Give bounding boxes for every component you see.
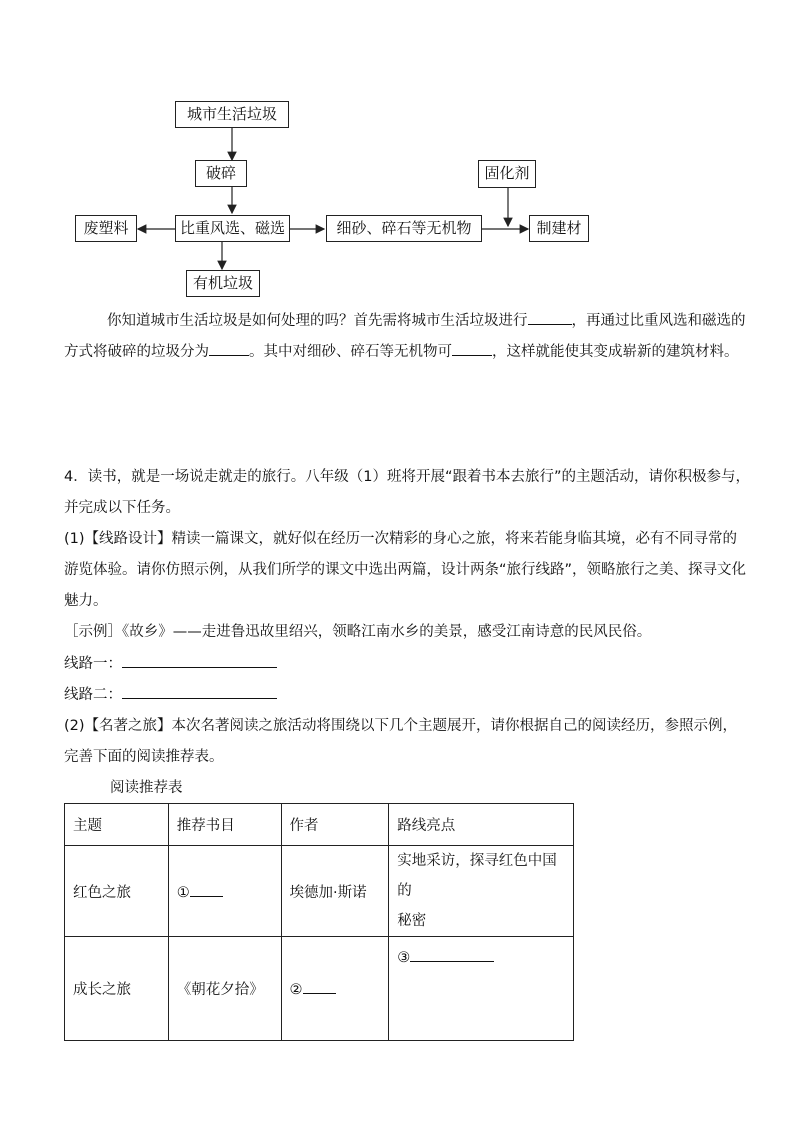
q4-intro-line-2: 并完成以下任务。 (64, 500, 180, 516)
route-two-line (64, 680, 277, 711)
route-one-line (64, 649, 277, 680)
flow-node-product: 制建材 (529, 215, 589, 242)
blank-marker-3: ③ (397, 950, 411, 966)
table-caption: 阅读推荐表 (110, 780, 183, 796)
flow-node-plastic: 废塑料 (75, 215, 137, 242)
reading-recommendation-table (64, 803, 574, 1041)
row2-highlight (389, 937, 574, 1041)
q4-part1-line-3: 魅力。 (64, 593, 108, 609)
blank-marker-1: ① (176, 884, 190, 901)
flow-node-source: 城市生活垃圾 (175, 101, 289, 128)
flow-node-separate: 比重风选、磁选 (175, 215, 290, 242)
fill-text: 。其中对细砂、碎石等无机物可 (249, 344, 452, 360)
row2-book: 《朝花夕拾》 (168, 937, 281, 1041)
answer-blank-2[interactable] (209, 339, 249, 356)
q4-part2-line-2: 完善下面的阅读推荐表。 (64, 749, 224, 765)
q4-part1-line-1: (1)【线路设计】精读一篇课文，就好似在经历一次精彩的身心之旅，将来若能身临其境，必有不同寻常的 (64, 531, 738, 547)
answer-blank-1[interactable] (528, 308, 572, 325)
fill-paragraph-line-1 (107, 306, 746, 337)
header-author: 作者 (281, 804, 389, 846)
header-highlight: 路线亮点 (389, 804, 574, 846)
route-two-label: 线路二： (64, 687, 122, 703)
table-row (65, 937, 574, 1041)
table-row (65, 846, 574, 937)
route-one-label: 线路一： (64, 656, 122, 672)
fill-text: ，再通过比重风选和磁选的 (571, 313, 746, 329)
book-blank-1[interactable] (190, 882, 223, 897)
flow-node-minerals: 细砂、碎石等无机物 (326, 215, 482, 242)
q4-example: ［示例］《故乡》——走进鲁迅故里绍兴，领略江南水乡的美景，感受江南诗意的民风民俗。 (64, 624, 652, 640)
row2-theme: 成长之旅 (65, 937, 169, 1041)
highlight-blank-3[interactable] (410, 947, 494, 962)
header-book: 推荐书目 (168, 804, 281, 846)
highlight-line-1: 实地采访，探寻红色中国的 (397, 853, 557, 899)
fill-text: 你知道城市生活垃圾是如何处理的吗？首先需将城市生活垃圾进行 (107, 313, 528, 329)
author-blank-2[interactable] (303, 979, 336, 994)
answer-blank-3[interactable] (452, 339, 492, 356)
q4-intro-line-1: 4．读书，就是一场说走就走的旅行。八年级（1）班将开展“跟着书本去旅行”的主题活动，请你积极参与， (64, 469, 750, 485)
row1-book (168, 846, 281, 937)
header-theme: 主题 (65, 804, 169, 846)
row1-highlight (389, 846, 574, 937)
fill-text: ，这样就能使其变成崭新的建筑材料。 (492, 344, 739, 360)
flow-node-agent: 固化剂 (478, 160, 536, 188)
row1-author: 埃德加·斯诺 (281, 846, 389, 937)
row2-author (281, 937, 389, 1041)
blank-marker-2: ② (289, 982, 303, 998)
fill-paragraph-line-2 (64, 337, 739, 368)
q4-part2-line-1: (2)【名著之旅】本次名著阅读之旅活动将围绕以下几个主题展开，请你根据自己的阅读经历，参照示例， (64, 718, 738, 734)
fill-text: 方式将破碎的垃圾分为 (64, 344, 209, 360)
route-one-blank[interactable] (122, 651, 277, 668)
highlight-line-2: 秘密 (397, 913, 427, 929)
flow-node-organic: 有机垃圾 (186, 270, 260, 297)
flowchart-connectors (0, 0, 794, 300)
route-two-blank[interactable] (122, 682, 277, 699)
flow-node-crush: 破碎 (195, 160, 247, 187)
table-header-row (65, 804, 574, 846)
q4-part1-line-2: 游览体验。请你仿照示例，从我们所学的课文中选出两篇，设计两条“旅行线路”，领略旅行之美、探寻文化 (64, 562, 747, 578)
row1-theme: 红色之旅 (65, 846, 169, 937)
